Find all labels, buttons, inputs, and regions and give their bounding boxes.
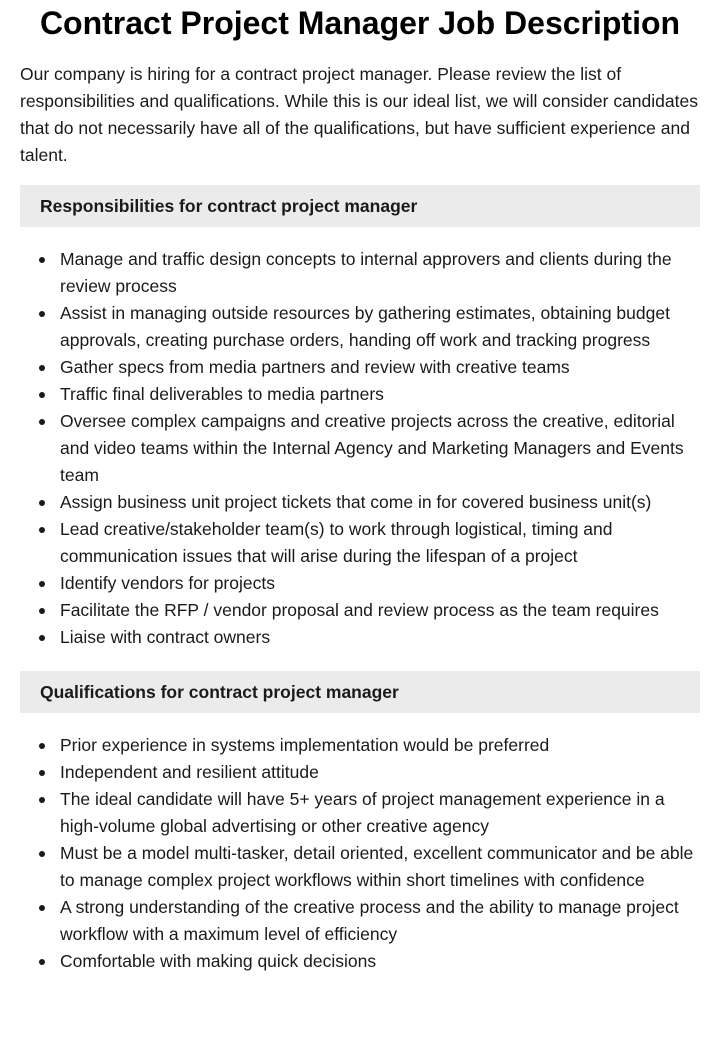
list-item-text: Liaise with contract owners: [60, 627, 271, 647]
bullet-icon: [39, 257, 45, 263]
list-item-text: Oversee complex campaigns and creative projects across the creative, editorial and video teams within the Internal Agency and Marketing Managers and Events team: [60, 411, 684, 485]
bullet-icon: [39, 311, 45, 317]
list-item: [60, 732, 700, 759]
bullet-icon: [39, 851, 45, 857]
list-item: [60, 786, 700, 840]
list-item-text: Gather specs from media partners and review with creative teams: [60, 357, 570, 377]
list-item-text: Identify vendors for projects: [60, 573, 275, 593]
bullet-icon: [39, 392, 45, 398]
list-item: [60, 597, 700, 624]
qualifications-list: [20, 732, 700, 975]
list-item: [60, 408, 700, 489]
bullet-icon: [39, 608, 45, 614]
bullet-icon: [39, 743, 45, 749]
list-item-text: Facilitate the RFP / vendor proposal and review process as the team requires: [60, 600, 659, 620]
list-item: [60, 489, 700, 516]
list-item-text: Traffic final deliverables to media partners: [60, 384, 384, 404]
bullet-icon: [39, 365, 45, 371]
bullet-icon: [39, 797, 45, 803]
intro-paragraph: Our company is hiring for a contract project manager. Please review the list of responsibilities and qualifications. While this is our ideal list, we will consider candidates that do not necessarily have all of the qualifications, but have sufficient experience and talent.: [20, 64, 698, 165]
list-item: [60, 894, 700, 948]
list-item-text: Manage and traffic design concepts to internal approvers and clients during the review process: [60, 249, 672, 296]
list-item: [60, 246, 700, 300]
list-item: [60, 840, 700, 894]
list-item-text: Assign business unit project tickets that come in for covered business unit(s): [60, 492, 652, 512]
responsibilities-header: [20, 185, 700, 227]
bullet-icon: [39, 500, 45, 506]
list-item: [60, 354, 700, 381]
list-item: [60, 516, 700, 570]
qualifications-header: [20, 671, 700, 713]
bullet-icon: [39, 770, 45, 776]
list-item: [60, 948, 700, 975]
list-item-text: Lead creative/stakeholder team(s) to work through logistical, timing and communication issues that will arise during the lifespan of a project: [60, 519, 613, 566]
list-item-text: Assist in managing outside resources by gathering estimates, obtaining budget approvals, creating purchase orders, handing off work and tracking progress: [60, 303, 670, 350]
qualifications-heading: Qualifications for contract project manager: [40, 681, 399, 702]
list-item-text: Prior experience in systems implementation would be preferred: [60, 735, 550, 755]
bullet-icon: [39, 959, 45, 965]
bullet-icon: [39, 905, 45, 911]
list-item-text: Must be a model multi-tasker, detail oriented, excellent communicator and be able to manage complex project workflows within short timelines with confidence: [60, 843, 694, 890]
list-item-text: Comfortable with making quick decisions: [60, 951, 377, 971]
list-item-text: A strong understanding of the creative process and the ability to manage project workflow with a maximum level of efficiency: [60, 897, 679, 944]
list-item: [60, 624, 700, 651]
responsibilities-heading: Responsibilities for contract project manager: [40, 195, 418, 216]
list-item-text: The ideal candidate will have 5+ years of project management experience in a high-volume global advertising or other creative agency: [60, 789, 665, 836]
list-item: [60, 759, 700, 786]
bullet-icon: [39, 581, 45, 587]
bullet-icon: [39, 635, 45, 641]
page-title: Contract Project Manager Job Description: [39, 5, 681, 41]
list-item-text: Independent and resilient attitude: [60, 762, 319, 782]
list-item: [60, 381, 700, 408]
bullet-icon: [39, 419, 45, 425]
list-item: [60, 570, 700, 597]
responsibilities-list: [20, 246, 700, 651]
list-item: [60, 300, 700, 354]
bullet-icon: [39, 527, 45, 533]
